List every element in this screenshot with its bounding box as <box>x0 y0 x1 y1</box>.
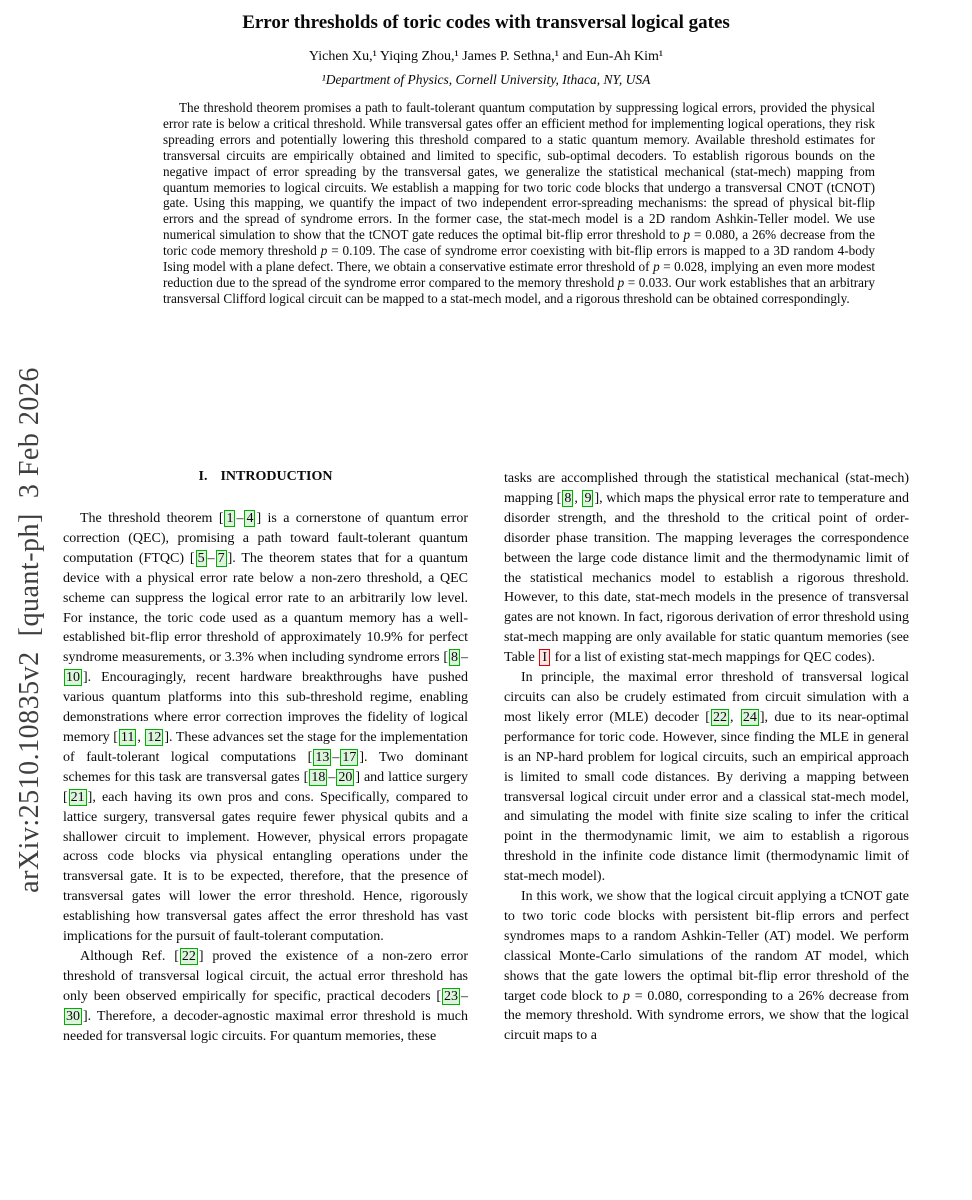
citation-link[interactable]: 1 <box>226 511 234 526</box>
paper-title: Error thresholds of toric codes with transversal logical gates <box>242 12 730 33</box>
paper-header <box>63 12 909 88</box>
citation-link[interactable]: 24 <box>742 709 757 725</box>
math-symbol: p <box>320 243 328 259</box>
table-ref-link[interactable]: I <box>539 649 550 666</box>
math-symbol: p <box>622 988 630 1004</box>
paragraph: tasks are accomplished through the statistical mechanical (stat-mech) mapping [ 8 , 9 ], which maps the physical error rate to temperature and disorder strength, and the threshold to the critical point of order-disorder phase transition. The mapping leverages the correspondence between the large code distance limit and the thermodynamic limit of the statistical mechanics model to establish a rigorous threshold. However, to this date, stat-mech models in the presence of transversal gates are not known. In fact, rigorous derivation of error threshold using stat-mech mapping are only available for static quantum memories (see Table I for a list of existing stat-mech mappings for QEC codes). <box>504 471 909 666</box>
section-heading-introduction <box>63 469 468 485</box>
citation-link[interactable]: 20 <box>338 769 353 785</box>
section-number: I. <box>198 469 208 484</box>
citation-link[interactable]: 5 <box>197 550 205 566</box>
author-line: Yichen Xu,¹ Yiqing Zhou,¹ James P. Sethna,¹ and Eun-Ah Kim¹ <box>308 49 664 64</box>
paragraph: Although Ref. [ 22 ] proved the existence of a non-zero error threshold of transversal logical circuit, the actual error threshold has only been observed empirically for specific, practical decoders [ 23 –30 ]. Therefore, a decoder-agnostic maximal error threshold is much needed for transversal logic circuits. For quantum memories, these <box>63 948 469 1044</box>
paragraph: In this work, we show that the logical circuit applying a tCNOT gate to two toric code blocks with persistent bit-flip errors and perfect syndromes maps to a random Ashkin-Teller (AT) model. We perform classical Monte-Carlo simulations of the random AT model, which shows that the gate lowers the optimal bit-flip error threshold of the target code block to p = 0.080, corresponding to a 26% decrease from the memory threshold. With syndrome errors, we show that the logical circuit maps to a <box>504 889 909 1044</box>
arxiv-stamp: arXiv:2510.10835v2 [quant-ph] 3 Feb 2026 <box>14 367 45 893</box>
citation-link[interactable]: 9 <box>584 490 592 506</box>
left-column <box>63 466 468 1200</box>
citation-link[interactable]: 21 <box>70 789 85 805</box>
citation-link[interactable]: 8 <box>564 490 572 506</box>
citation-link[interactable]: 13 <box>315 749 330 765</box>
abstract-text: The threshold theorem promises a path to fault-tolerant quantum computation by suppressing logical errors, provided the physical error rate is below a critical threshold. While transversal gates offer an efficient method for implementing logical operations, they risk spreading errors and potentially lowering this threshold compared to a static quantum memory. Available threshold estimates for transversal circuits are empirically obtained and limited to specific, sub-optimal decoders. To establish rigorous bounds on the negative impact of error spreading by the transversal gates, we generalize the statistical mechanical (stat-mech) mapping from quantum memories to logical circuits. We establish a mapping for two toric code blocks that undergo a transversal CNOT (tCNOT) gate. Using this mapping, we quantify the impact of two independent error-spreading mechanisms: the spread of physical bit-flip errors and the spread of syndrome errors. In the former case, the stat-mech model is a 2D random Ashkin-Teller model. We use numerical simulation to show that the tCNOT gate reduces the optimal bit-flip error threshold to p = 0.080, a 26% decrease from the toric code memory threshold p = 0.109. The case of syndrome error coexisting with bit-flip errors is mapped to a 3D random 4-body Ising model with a plane defect. There, we obtain a conservative estimate error threshold of p = 0.028, implying an even more modest reduction due to the spread of the syndrome error compared to the memory threshold p = 0.033. Our work establishes that an arbitrary transversal Clifford logical circuit can be mapped to a stat-mech model, and a rigorous threshold can be obtained correspondingly. <box>163 100 876 306</box>
math-symbol: p <box>683 227 691 243</box>
citation-link[interactable]: 8 <box>451 650 458 666</box>
right-column <box>504 466 909 1200</box>
citation-link[interactable]: 4 <box>246 511 254 526</box>
citation-link[interactable]: 30 <box>66 1008 80 1024</box>
paragraph: In principle, the maximal error threshold of transversal logical circuits can also be crudely estimated from circuit simulation with a most likely error (MLE) decoder [ 22 , 24 ], due to its near-optimal performance for toric code. However, since finding the MLE in general is an NP-hard problem for logical circuits, such an empirical approach is limited to small code distances. By deriving a mapping between transversal logical circuit under error and a classical stat-mech model, and simulating the model with finite size scaling to infer the critical point in the thermodynamic limit, we aim to establish a rigorous threshold in the infinite code distance limit (thermodynamic limit of stat-mech model). <box>504 670 909 885</box>
citation-link[interactable]: 22 <box>181 948 196 964</box>
paragraph: The threshold theorem [ 1 – 4 ] is a cornerstone of quantum error correction (QEC), promising a path toward fault-tolerant quantum computation (FTQC) [ 5 – 7 ]. The theorem states that for a quantum device with a physical error rate below a non-zero threshold, a QEC scheme can suppress the logical error rate to an arbitrarily low level. For instance, the toric code used as a quantum memory has a well-established bit-flip error threshold of approximately 10.9% for perfect syndrome measurements, or 3.3% when including syndrome errors [ 8 –10 ]. Encouragingly, recent hardware breakthroughs have pushed various quantum platforms into this sub-threshold regime, enabling demonstrations where error correction improves the fidelity of logical memory [ 11 , 12 ]. These advances set the stage for the implementation of fault-tolerant logical computations [ 13 – 17 ]. Two dominant schemes for this task are transversal gates [ 18 – 20 ] and lattice surgery [ 21 ], each having its own pros and cons. Specifically, compared to lattice surgery, transversal gates require fewer physical qubits and a shallower circuit to implement. However, physical errors propagate across code blocks via physical entangling operations under the transversal gate. It is to be expected, therefore, that the presence of transversal gates will lower the error threshold. Hence, rigorously establishing how transversal gates affect the error threshold has vast implications for the pursuit of fault-tolerant computation. <box>63 511 469 945</box>
citation-link[interactable]: 22 <box>712 709 727 725</box>
citation-link[interactable]: 11 <box>120 729 135 745</box>
two-column-body <box>63 466 909 1200</box>
affiliation-line: ¹Department of Physics, Cornell University, Ithaca, NY, USA <box>321 72 651 87</box>
section-label: INTRODUCTION <box>220 469 333 484</box>
math-symbol: p <box>653 259 660 275</box>
citation-link[interactable]: 10 <box>66 670 80 686</box>
math-symbol: p <box>617 274 625 290</box>
citation-link[interactable]: 18 <box>311 769 326 785</box>
citation-link[interactable]: 7 <box>217 550 225 566</box>
citation-link[interactable]: 23 <box>444 988 458 1004</box>
citation-link[interactable]: 17 <box>342 749 357 765</box>
citation-link[interactable]: 12 <box>147 729 162 745</box>
